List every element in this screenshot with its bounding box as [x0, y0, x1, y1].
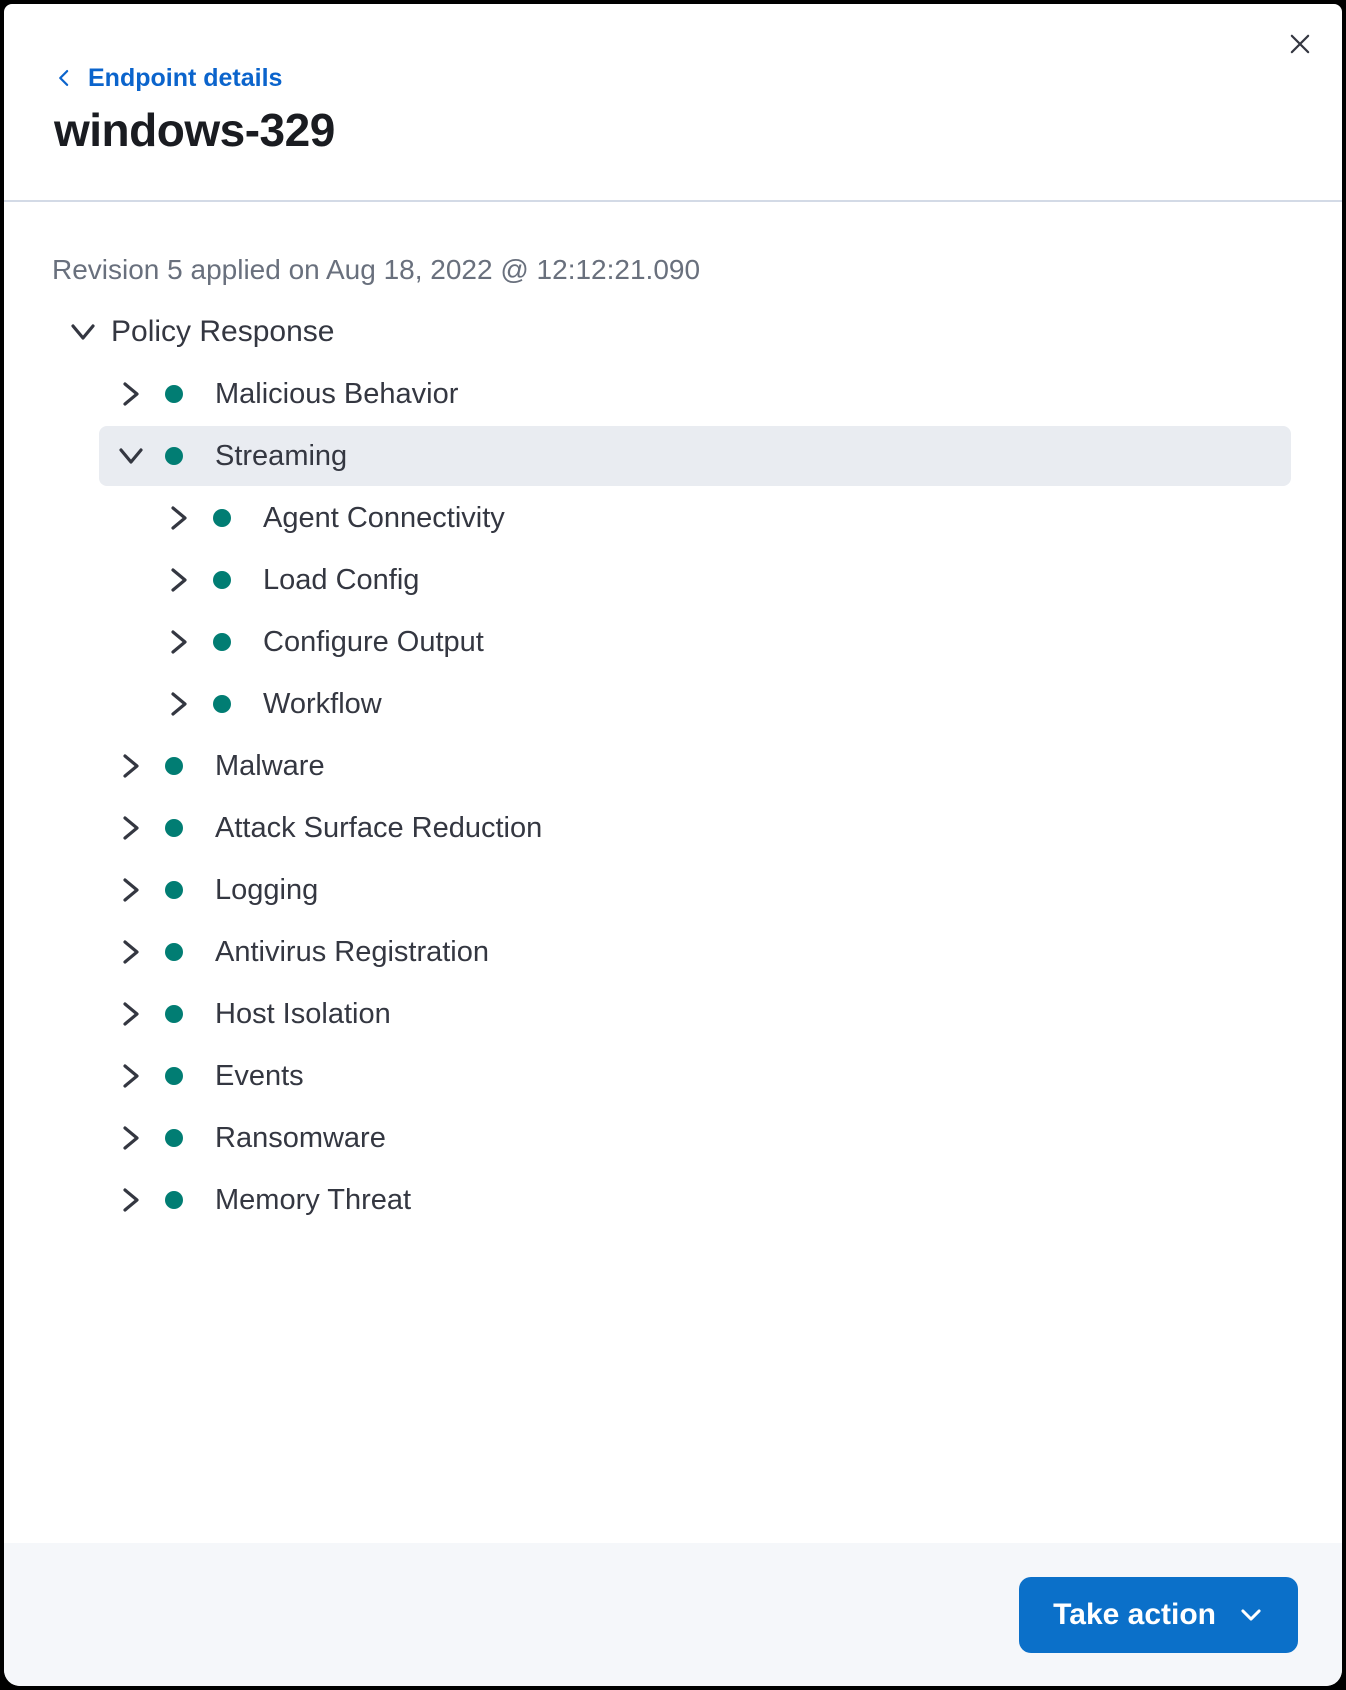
policy-response-tree	[4, 302, 1291, 1230]
tree-item-memory-threat[interactable]	[99, 1170, 1291, 1230]
chevron-right-icon[interactable]	[115, 998, 147, 1030]
tree-item-label: Agent Connectivity	[263, 501, 505, 534]
tree-item-agent-connectivity[interactable]	[147, 488, 1291, 548]
chevron-right-icon[interactable]	[115, 874, 147, 906]
back-to-endpoint-details-link[interactable]	[54, 60, 282, 96]
status-dot	[165, 385, 183, 403]
status-dot	[165, 881, 183, 899]
status-dot	[213, 695, 231, 713]
status-dot	[213, 509, 231, 527]
tree-item-label: Attack Surface Reduction	[215, 811, 543, 844]
tree-item-label: Streaming	[215, 439, 348, 472]
tree-item-label: Malware	[215, 749, 325, 782]
tree-item-label: Load Config	[263, 563, 420, 596]
status-dot	[165, 1005, 183, 1023]
tree-item-label: Workflow	[263, 687, 382, 720]
chevron-down-icon[interactable]	[67, 316, 99, 348]
chevron-left-icon	[54, 66, 74, 90]
tree-item-label: Ransomware	[215, 1121, 386, 1154]
tree-item-label: Malicious Behavior	[215, 377, 459, 410]
back-link-label: Endpoint details	[88, 63, 283, 92]
chevron-right-icon[interactable]	[115, 936, 147, 968]
tree-item-ransomware[interactable]	[99, 1108, 1291, 1168]
tree-item-configure-output[interactable]	[147, 612, 1291, 672]
status-dot	[213, 633, 231, 651]
tree-item-events[interactable]	[99, 1046, 1291, 1106]
chevron-right-icon[interactable]	[163, 626, 195, 658]
chevron-right-icon[interactable]	[115, 750, 147, 782]
tree-item-label: Antivirus Registration	[215, 935, 489, 968]
flyout-footer	[4, 1543, 1342, 1686]
tree-item-label: Policy Response	[111, 315, 335, 348]
tree-item-label: Configure Output	[263, 625, 484, 658]
tree-item-label: Memory Threat	[215, 1183, 412, 1216]
endpoint-policy-flyout	[4, 4, 1342, 1686]
tree-item-label: Logging	[215, 873, 319, 906]
tree-item-malicious-behavior[interactable]	[99, 364, 1291, 424]
chevron-right-icon[interactable]	[115, 812, 147, 844]
status-dot	[165, 819, 183, 837]
chevron-right-icon[interactable]	[163, 502, 195, 534]
chevron-right-icon[interactable]	[115, 378, 147, 410]
flyout-body	[4, 250, 1342, 1230]
tree-item-streaming[interactable]	[99, 426, 1291, 486]
take-action-label: Take action	[1053, 1597, 1216, 1631]
tree-item-label: Host Isolation	[215, 997, 391, 1030]
tree-item-load-config[interactable]	[147, 550, 1291, 610]
flyout-header	[4, 4, 1342, 202]
status-dot	[165, 447, 183, 465]
take-action-button[interactable]	[1019, 1577, 1298, 1653]
tree-item-label: Events	[215, 1059, 304, 1092]
status-dot	[165, 1067, 183, 1085]
status-dot	[165, 757, 183, 775]
chevron-down-icon	[1238, 1602, 1264, 1628]
tree-item-antivirus-registration[interactable]	[99, 922, 1291, 982]
status-dot	[165, 1191, 183, 1209]
status-dot	[213, 571, 231, 589]
page-title: windows-329	[54, 104, 335, 156]
tree-item-attack-surface-reduction[interactable]	[99, 798, 1291, 858]
chevron-right-icon[interactable]	[163, 688, 195, 720]
tree-item-host-isolation[interactable]	[99, 984, 1291, 1044]
tree-item-policy-response[interactable]	[51, 302, 1291, 362]
chevron-right-icon[interactable]	[115, 1184, 147, 1216]
chevron-down-icon[interactable]	[115, 440, 147, 472]
chevron-right-icon[interactable]	[115, 1122, 147, 1154]
tree-item-workflow[interactable]	[147, 674, 1291, 734]
chevron-right-icon[interactable]	[163, 564, 195, 596]
revision-applied-text: Revision 5 applied on Aug 18, 2022 @ 12:12:21.090	[52, 254, 701, 285]
status-dot	[165, 1129, 183, 1147]
tree-item-malware[interactable]	[99, 736, 1291, 796]
chevron-right-icon[interactable]	[115, 1060, 147, 1092]
tree-item-logging[interactable]	[99, 860, 1291, 920]
status-dot	[165, 943, 183, 961]
